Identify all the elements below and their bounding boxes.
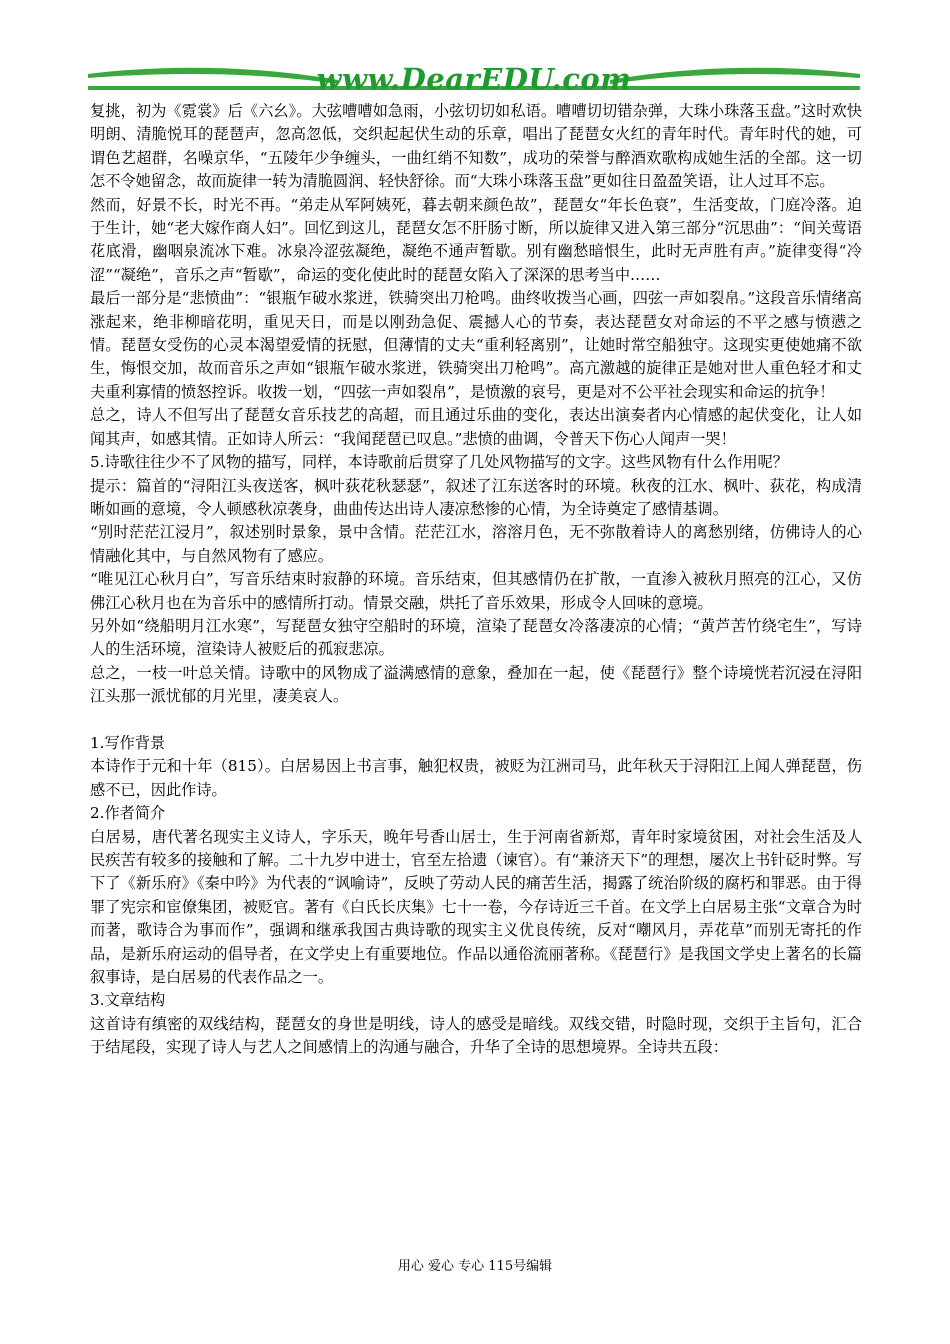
paragraph: 然而，好景不长，时光不再。“弟走从军阿姨死，暮去朝来颜色故”，琵琶女“年长色衰”，生活变故，门庭冷落。迫于生计，她“老大嫁作商人妇”。回忆到这儿，琵琶女怎不肝肠寸断，所以旋律又进入第三部分“沉思曲”：“间关莺语花底滑，幽咽泉流冰下难。冰泉冷涩弦凝绝，凝绝不通声暂歇。别有幽愁暗恨生，此时无声胜有声。”旋律变得“冷涩”“凝绝”，音乐之声“暂歇”，命运的变化使此时的琵琶女陷入了深深的思考当中…… [90,195,862,284]
paragraph: 白居易，唐代著名现实主义诗人，字乐天，晚年号香山居士，生于河南省新郑，青年时家境贫困，对社会生活及人民疾苦有较多的接触和了解。二十九岁中进士，官至左拾遗（谏官）。有“兼济天下”的理想，屡次上书针砭时弊。写下了《新乐府》《秦中吟》为代表的“讽喻诗”，反映了劳动人民的痛苦生活，揭露了统治阶级的腐朽和罪恶。由于得罪了宪宗和宦僚集团，被贬官。著有《白氏长庆集》七十一卷，今存诗近三千首。在文学上白居易主张“文章合为时而著，歌诗合为事而作”，强调和继承我国古典诗歌的现实主义优良传统，反对“嘲风月，弄花草”而别无寄托的作品，是新乐府运动的倡导者，在文学史上有重要地位。作品以通俗流丽著称。《琵琶行》是我国文学史上著名的长篇叙事诗，是白居易的代表作品之一。 [90,827,862,987]
paragraph: 总之，诗人不但写出了琵琶女音乐技艺的高超，而且通过乐曲的变化，表达出演奏者内心情感的起伏变化，让人如闻其声，如感其情。正如诗人所云：“我闻琵琶已叹息。”悲愤的曲调，令普天下伤心人闻声一哭！ [90,406,862,448]
page-footer: 用心 爱心 专心 115号编辑 [397,1259,553,1274]
paragraph: 复挑，初为《霓裳》后《六幺》。大弦嘈嘈如急雨，小弦切切如私语。嘈嘈切切错杂弹，大珠小珠落玉盘。”这时欢快明朗、清脆悦耳的琵琶声，忽高忽低，交织起起伏生动的乐章，唱出了琵琶女火红的青年时代。青年时代的她，可谓色艺超群，名噪京华，“五陵年少争缠头，一曲红绡不知数”，成功的荣誉与醉酒欢歌构成她生活的全部。这一切怎不令她留念，故而旋律一转为清脆圆润、轻快舒徐。而“大珠小珠落玉盘”更如往日盈盈笑语，让人过耳不忘。 [90,102,862,191]
document-body [90,100,862,1060]
paragraph: “唯见江心秋月白”，写音乐结束时寂静的环境。音乐结束，但其感情仍在扩散，一直渗入被秋月照亮的江心，又仿佛江心秋月也在为音乐中的感情所打动。情景交融，烘托了音乐效果，形成令人回味的意境。 [90,570,862,612]
paragraph: 另外如“绕船明月江水寒”，写琵琶女独守空船时的环境，渲染了琵琶女冷落凄凉的心情；“黄芦苦竹绕宅生”，写诗人的生活环境，渲染诗人被贬后的孤寂悲凉。 [90,616,862,659]
site-logo[interactable]: www.DearEDU.com [316,62,632,96]
blank-line [90,709,862,732]
site-header [88,60,860,96]
paragraph: 总之，一枝一叶总关情。诗歌中的风物成了溢满感情的意象，叠加在一起，使《琵琶行》整个诗境恍若沉浸在浔阳江头那一派忧郁的月光里，凄美哀人。 [90,663,862,706]
paragraph: “别时茫茫江浸月”，叙述别时景象，景中含情。茫茫江水，溶溶月色，无不弥散着诗人的离愁别绪，仿佛诗人的心情融化其中，与自然风物有了感应。 [90,523,862,565]
paragraph: 最后一部分是“悲愤曲”：“银瓶乍破水浆迸，铁骑突出刀枪鸣。曲终收拨当心画，四弦一声如裂帛。”这段音乐情绪高涨起来，绝非柳暗花明，重见天日，而是以刚劲急促、震撼人心的节奏，表达琵琶女对命运的不平之感与愤懑之情。琵琶女受伤的心灵本渴望爱情的抚慰，但薄情的丈夫“重利轻离别”，让她时常空船独守。这现实更使她痛不欲生，悔恨交加，故而音乐之声如“银瓶乍破水浆迸，铁骑突出刀枪鸣”。高亢激越的旋律正是她对世人重色轻才和丈夫重利寡情的愤怒控诉。收拨一划，“四弦一声如裂帛”，是愤激的哀号，更是对不公平社会现实和命运的抗争！ [90,289,862,401]
question-heading: 5.诗歌往往少不了风物的描写，同样，本诗歌前后贯穿了几处风物描写的文字。这些风物有什么作用呢？ [90,453,788,472]
paragraph: 这首诗有缜密的双线结构，琵琶女的身世是明线，诗人的感受是暗线。双线交错，时隐时现，交织于主旨句，汇合于结尾段，实现了诗人与艺人之间感情上的沟通与融合，升华了全诗的思想境界。全诗共五段： [90,1014,862,1057]
paragraph: 本诗作于元和十年（815）。白居易因上书言事，触犯权贵，被贬为江洲司马，此年秋天于浔阳江上闻人弹琵琶，伤感不已，因此作诗。 [90,757,862,799]
section-heading: 1.写作背景 [90,733,166,752]
paragraph: 提示：篇首的“浔阳江头夜送客，枫叶荻花秋瑟瑟”，叙述了江东送客时的环境。秋夜的江水、枫叶、荻花，构成清晰如画的意境，令人顿感秋凉袭身，曲曲传达出诗人凄凉愁惨的心情，为全诗奠定了感情基调。 [90,476,862,518]
section-heading: 2.作者简介 [90,804,166,823]
section-heading: 3.文章结构 [90,991,166,1010]
